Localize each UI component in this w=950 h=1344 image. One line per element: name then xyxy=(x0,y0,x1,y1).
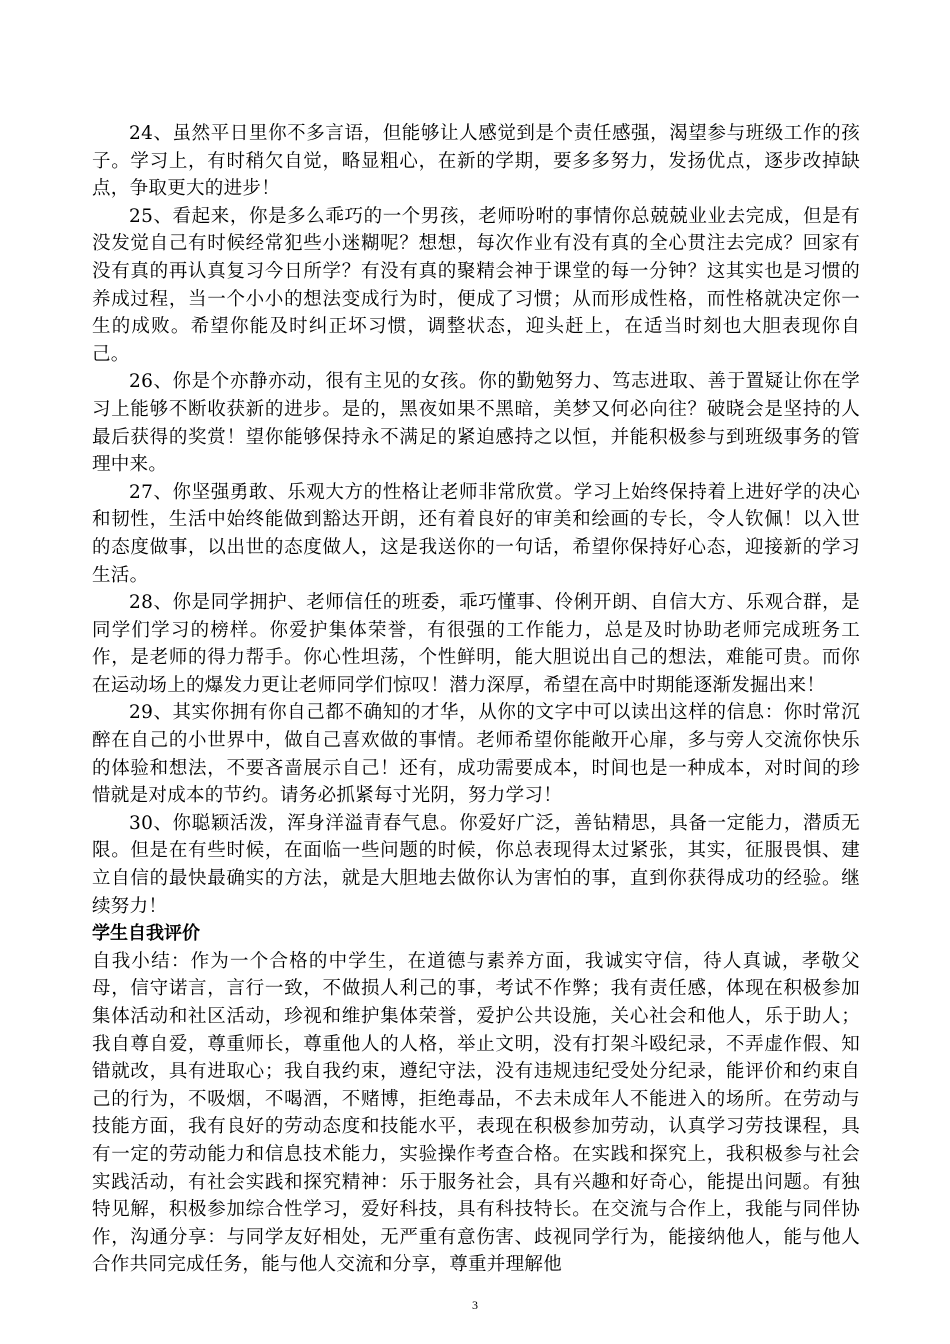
comment-24: 24、虽然平日里你不多言语，但能够让人感觉到是个责任感强，渴望参与班级工作的孩子。学习上，有时稍欠自觉，略显粗心，在新的学期，要多多努力，发扬优点，逐步改掉缺点，争取更大的进步！ xyxy=(92,123,860,200)
comment-25: 25、看起来，你是多么乖巧的一个男孩，老师吩咐的事情你总兢兢业业去完成，但是有没发觉自己有时候经常犯些小迷糊呢？想想，每次作业有没有真的全心贯注去完成？回家有没有真的再认真复习今日所学？有没有真的聚精会神于课堂的每一分钟？这其实也是习惯的养成过程，当一个小小的想法变成行为时，便成了习惯；从而形成性格，而性格就决定你一生的成败。希望你能及时纠正坏习惯，调整状态，迎头赶上，在适当时刻也大胆表现你自己。 xyxy=(92,205,860,365)
page-number: 3 xyxy=(472,1298,478,1312)
comment-28: 28、你是同学拥护、老师信任的班委，乖巧懂事、伶俐开朗、自信大方、乐观合群，是同学们学习的榜样。你爱护集体荣誉，有很强的工作能力，总是及时协助老师完成班务工作，是老师的得力帮手。你心性坦荡，个性鲜明，能大胆说出自己的想法，难能可贵。而你在运动场上的爆发力更让老师同学们惊叹！潜力深厚，希望在高中时期能逐渐发掘出来！ xyxy=(92,592,860,696)
document-page xyxy=(92,120,860,1279)
comment-29: 29、其实你拥有你自己都不确知的才华，从你的文字中可以读出这样的信息：你时常沉醉在自己的小世界中，做自己喜欢做的事情。老师希望你能敞开心扉，多与旁人交流你快乐的体验和想法，不要吝啬展示自己！还有，成功需要成本，时间也是一种成本，对时间的珍惜就是对成本的节约。请务必抓紧每寸光阴，努力学习！ xyxy=(92,702,860,807)
comment-30: 30、你聪颖活泼，浑身洋溢青春气息。你爱好广泛，善钻精思，具备一定能力，潜质无限。但是在有些时候，在面临一些问题的时候，你总表现得太过紧张，其实，征服畏惧、建立自信的最快最确实的方法，就是大胆地去做你认为害怕的事，直到你获得成功的经验。继续努力！ xyxy=(92,812,860,917)
self-summary: 自我小结：作为一个合格的中学生，在道德与素养方面，我诚实守信，待人真诚，孝敬父母，信守诺言，言行一致，不做损人利己的事，考试不作弊；我有责任感，体现在积极参加集体活动和社区活动，珍视和维护集体荣誉，爱护公共设施，关心社会和他人，乐于助人；我自尊自爱，尊重师长，尊重他人的人格，举止文明，没有打架斗殴纪录，不弄虚作假、知错就改，具有进取心；我自我约束，遵纪守法，没有违规违纪受处分纪录，能评价和约束自己的行为，不吸烟，不喝酒，不赌博，拒绝毒品，不去未成年人不能进入的场所。在劳动与技能方面，我有良好的劳动态度和技能水平，表现在积极参加劳动，认真学习劳技课程，具有一定的劳动能力和信息技术能力，实验操作考查合格。在实践和探究上，我积极参与社会实践活动，有社会实践和探究精神：乐于服务社会，具有兴趣和好奇心，能提出问题。有独特见解，积极参加综合性学习，爱好科技，具有科技特长。在交流与合作上，我能与同伴协作，沟通分享：与同学友好相处，无严重有意伤害、歧视同学行为，能接纳他人，能与他人合作共同完成任务，能与他人交流和分享，尊重并理解他 xyxy=(92,950,860,1276)
section-heading: 学生自我评价 xyxy=(92,923,200,945)
comment-26: 26、你是个亦静亦动，很有主见的女孩。你的勤勉努力、笃志进取、善于置疑让你在学习上能够不断收获新的进步。是的，黑夜如果不黑暗，美梦又何必向往？破晓会是坚持的人最后获得的奖赏！望你能够保持永不满足的紧迫感持之以恒，并能积极参与到班级事务的管理中来。 xyxy=(92,371,860,476)
comment-27: 27、你坚强勇敢、乐观大方的性格让老师非常欣赏。学习上始终保持着上进好学的决心和韧性，生活中始终能做到豁达开朗，还有着良好的审美和绘画的专长，令人钦佩！以入世的态度做事，以出世的态度做人，这是我送你的一句话，希望你保持好心态，迎接新的学习生活。 xyxy=(92,481,860,586)
